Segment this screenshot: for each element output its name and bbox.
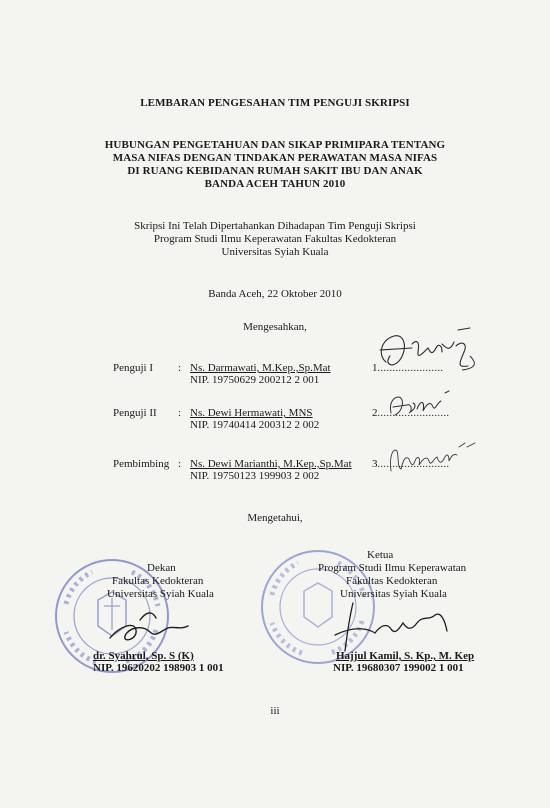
examiner-role: Penguji II	[113, 407, 157, 419]
thesis-title-line-3: DI RUANG KEBIDANAN RUMAH SAKIT IBU DAN ANAK	[127, 165, 423, 177]
acknowledged-label: Mengetahui,	[247, 512, 303, 524]
signature-dots: ........................	[377, 459, 450, 470]
colon: :	[178, 458, 182, 470]
dean-name: dr. Syahrul, Sp. S (K)	[93, 650, 194, 662]
thesis-title-line-2: MASA NIFAS DENGAN TINDAKAN PERAWATAN MASA NIFAS	[112, 152, 438, 164]
defense-statement-line-3: Universitas Syiah Kuala	[221, 246, 329, 258]
thesis-title-line-4: BANDA ACEH TAHUN 2010	[204, 178, 346, 190]
colon: :	[178, 407, 182, 419]
head-nip: NIP. 19680307 199002 1 001	[333, 662, 464, 674]
colon: :	[178, 362, 182, 374]
examiner-role: Pembimbing	[113, 458, 170, 470]
signature-number: 3........................	[372, 458, 450, 470]
signature-head	[325, 595, 475, 655]
head-faculty: Fakultas Kedokteran	[346, 575, 438, 587]
head-program: Program Studi Ilmu Keperawatan	[318, 562, 467, 574]
signature-examiner-2	[383, 389, 458, 424]
examiner-role: Penguji I	[113, 362, 154, 374]
dean-title: Dekan	[147, 562, 176, 574]
signature-number: 2........................	[372, 407, 450, 419]
examiner-name: Ns. Dewi Hermawati, MNS	[190, 407, 313, 419]
head-name: Hajjul Kamil, S. Kp., M. Kep	[336, 650, 475, 662]
approved-label: Mengesahkan,	[243, 321, 307, 333]
examiner-nip: NIP. 19740414 200312 2 002	[190, 419, 320, 431]
signature-dots: ........................	[377, 408, 450, 419]
examiner-nip: NIP. 19750629 200212 2 001	[190, 374, 320, 386]
signature-number: 1......................	[372, 362, 444, 374]
page-title: LEMBARAN PENGESAHAN TIM PENGUJI SKRIPSI	[140, 97, 410, 109]
signature-examiner-1	[372, 322, 482, 377]
examiner-name: Ns. Dewi Marianthi, M.Kep.,Sp.Mat	[190, 458, 352, 470]
place-date: Banda Aceh, 22 Oktober 2010	[208, 288, 342, 300]
dean-faculty: Fakultas Kedokteran	[112, 575, 204, 587]
signature-dean	[100, 600, 195, 655]
dean-university: Universitas Syiah Kuala	[107, 588, 214, 600]
head-university: Universitas Syiah Kuala	[340, 588, 447, 600]
page-number: iii	[270, 705, 280, 717]
thesis-title-line-1: HUBUNGAN PENGETAHUAN DAN SIKAP PRIMIPARA TENTANG	[104, 139, 446, 151]
signature-dots: ......................	[377, 363, 444, 374]
examiner-nip: NIP. 19750123 199903 2 002	[190, 470, 320, 482]
head-title: Ketua	[367, 549, 394, 561]
examiner-name: Ns. Darmawati, M.Kep.,Sp.Mat	[190, 362, 331, 374]
dean-nip: NIP. 19620202 198903 1 001	[93, 662, 224, 674]
defense-statement-line-2: Program Studi Ilmu Keperawatan Fakultas Kedokteran	[153, 233, 397, 245]
defense-statement-line-1: Skripsi Ini Telah Dipertahankan Dihadapan Tim Penguji Skripsi	[134, 220, 416, 232]
signature-supervisor	[385, 437, 480, 477]
